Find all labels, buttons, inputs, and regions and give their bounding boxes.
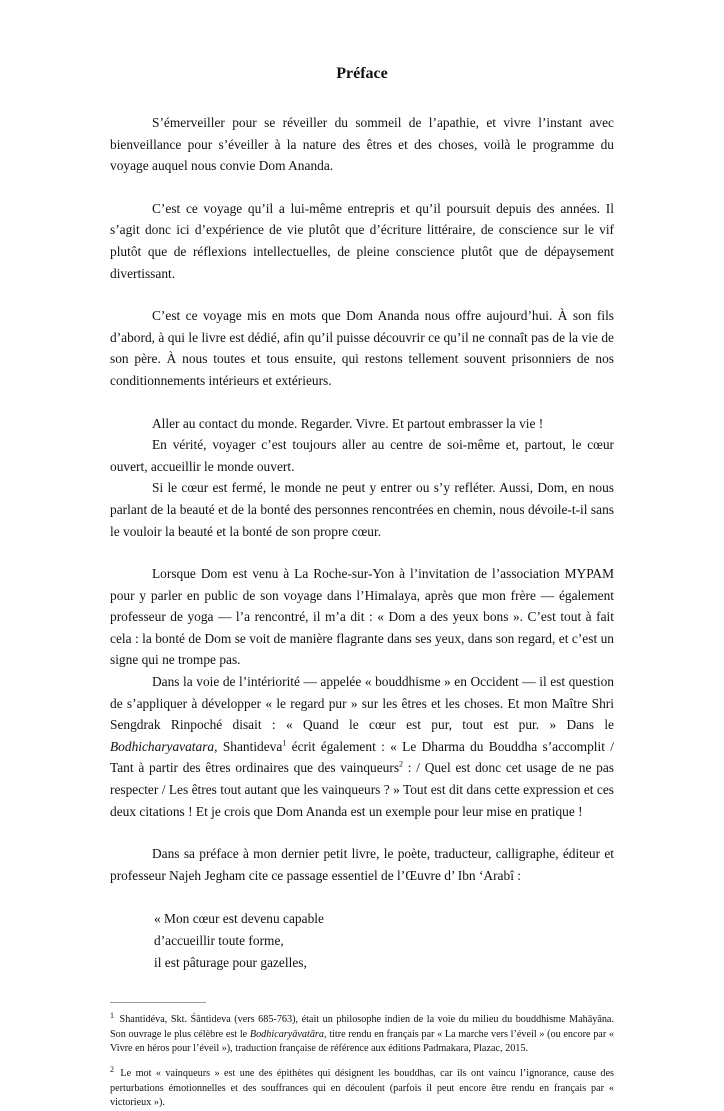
paragraph-8-part-a: Dans la voie de l’intériorité — appelée « bouddhisme » en Occident — il est question de s’appliquer à développer « le regard pur » sur les êtres et les choses. Et mon Maître Shri Sengdrak Rinpoché disait : « Quand le cœur est pur, tout est pur. » Dans le xyxy=(110,674,614,733)
book-title-bodhicharyavatara: Bodhicharyavatara xyxy=(110,738,215,754)
footnote-2-number: 2 xyxy=(110,1064,114,1074)
quote-line-3: il est pâturage pour gazelles, xyxy=(154,954,307,970)
footnote-ref-1[interactable]: 1 xyxy=(282,738,287,748)
paragraph-5: En vérité, voyager c’est toujours aller au centre de soi-même et, partout, le cœur ouvert, accueillir le monde ouvert. xyxy=(110,437,614,474)
footnote-2-text: Le mot « vainqueurs » est une des épithètes qui désignent les bouddhas, car ils ont vaincu l’ignorance, cause des perturbations émotionnelles et des souffrances qui en découlent (parfois il peut encore être rendu en français par « victorieux »). xyxy=(110,1067,614,1109)
footnote-1-part-a: Shantidéva, Skt. Śāntideva (vers 685-763), était un philosophe indien de la voie du milieu du bouddhisme Mahāyāna. Son ouvrage le plus célèbre est le xyxy=(110,1014,614,1040)
footnote-2 xyxy=(110,1064,614,1111)
quote-line-2: d’accueillir toute forme, xyxy=(154,933,284,948)
footnote-1-number: 1 xyxy=(110,1010,114,1020)
paragraph-8-part-d: : / Quel est donc cet usage de ne pas respecter / Les êtres tout autant que les vainqueurs ? » Tout est dit dans cette expression et ces deux citations ! Et je crois que Dom Ananda est un exemple pour leur mise en pratique ! xyxy=(110,760,615,819)
book-title-bodhicaryavatara: Bodhicaryāvatāra xyxy=(249,1028,324,1040)
paragraph-3: C’est ce voyage mis en mots que Dom Ananda nous offre aujourd’hui. À son fils d’abord, à qui le livre est dédié, afin qu’il puisse découvrir ce qu’il ne connaît pas de la vie de son père. À nous toutes et tous ensuite, qui restons tellement souvent prisonniers de nos conditionnements intérieurs et extérieurs. xyxy=(110,308,614,388)
paragraph-6: Si le cœur est fermé, le monde ne peut y entrer ou s’y refléter. Aussi, Dom, en nous parlant de la beauté et de la bonté des personnes rencontrées en chemin, nous dévoile-t-il sans le vouloir la beauté et la bonté de son propre cœur. xyxy=(110,480,614,539)
footnote-separator xyxy=(110,1002,206,1003)
paragraph-7: Lorsque Dom est venu à La Roche-sur-Yon à l’invitation de l’association MYPAM pour y parler en public de son voyage dans l’Himalaya, après que mon frère — également professeur de yoga — l’a rencontré, il m’a dit : « Dom a des yeux bons ». C’est tout à fait cela : la bonté de Dom se voit de manière flagrante dans ses yeux, dans son regard, et c’est un signe qui ne trompe pas. xyxy=(110,566,614,668)
quote-line-1: « Mon cœur est devenu capable xyxy=(154,911,324,927)
paragraph-8-part-c: écrit également : « Le Dharma du Bouddha s’accomplit / Tant à partir des êtres ordinaires que des vainqueurs xyxy=(110,738,614,776)
paragraph-1: S’émerveiller pour se réveiller du sommeil de l’apathie, et vivre l’instant avec bienveillance pour s’éveiller à la nature des êtres et des choses, voilà le programme du voyage auquel nous convie Dom Ananda. xyxy=(110,115,614,174)
paragraph-9: Dans sa préface à mon dernier petit livre, le poète, traducteur, calligraphe, éditeur et professeur Najeh Jegham cite ce passage essentiel de l’Œuvre d’ Ibn ‘Arabî : xyxy=(110,846,614,883)
preface-body xyxy=(110,112,614,886)
footnote-ref-2[interactable]: 2 xyxy=(399,759,404,769)
poem-quote xyxy=(110,908,614,973)
page-title: Préface xyxy=(336,65,388,82)
paragraph-2: C’est ce voyage qu’il a lui-même entrepris et qu’il poursuit depuis des années. Il s’agit donc ici d’expérience de vie plutôt que d’écriture littéraire, de conscience sur le vif plutôt que de réflexions intellectuelles, de pleine conscience plutôt que de dépaysement divertissant. xyxy=(110,200,614,281)
footnote-1 xyxy=(110,1010,614,1057)
paragraph-4: Aller au contact du monde. Regarder. Vivre. Et partout embrasser la vie ! xyxy=(152,415,544,431)
footnotes xyxy=(110,1010,614,1111)
paragraph-8 xyxy=(110,671,614,822)
footnote-1-part-b: , titre rendu en français par « La marche vers l’éveil » (ou encore par « Vivre en héros pour l’éveil »), traduction française de référence aux éditions Padmakara, Plazac, 2015. xyxy=(110,1028,614,1055)
paragraph-8-part-b: , Shantideva xyxy=(214,738,283,754)
